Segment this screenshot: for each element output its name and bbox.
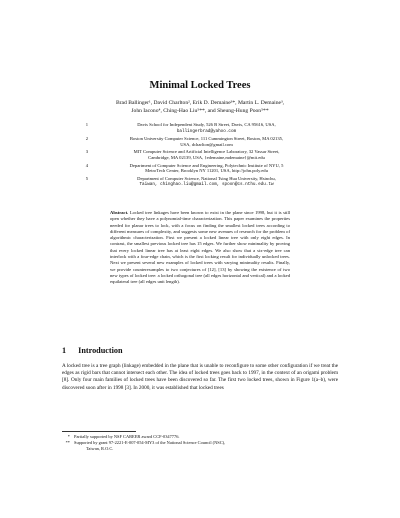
affiliation-list <box>78 122 322 190</box>
affiliation-text-2: MetroTech Center, Brooklyn NY 11201, USA, http://john.poly.edu <box>145 168 268 174</box>
affiliation-email: ballingerbrad@yahoo.com <box>176 128 237 134</box>
section-heading <box>62 346 123 355</box>
abstract-text: Locked tree linkages have been known to exist in the plane since 1998, but it is still open whether they have a polynomial-time characterization. This paper examines the properties needed for planar trees to lock, with a focus on finding the smallest locked trees according to different measures of complexity, and suggests some new avenues of research for the problem of algorithmic characterization. First we present a locked linear tree with only eight edges. In contrast, the smallest previous locked tree has 15 edges. We further show minimality by proving that every locked linear tree has at least eight edges. We also show that a six-edge tree can interlock with a four-edge chain, which is the first locking result for individually unlocked trees. Next we present several new examples of locked trees with varying minimality results. Finally, we provide counterexamples to two conjectures of [12], [13] by showing the existence of two new types of locked tree: a locked orthogonal tree (all edges horizontal and vertical) and a locked equilateral tree (all edges unit length). <box>110 210 290 285</box>
footnote-continuation: Taiwan, R.O.C. <box>86 445 114 451</box>
footnote-text: Partially supported by NSF CAREER award CCF-0347776. <box>74 434 180 439</box>
affiliation-text: MIT Computer Science and Artificial Intelligence Laboratory, 32 Vassar Street, <box>133 149 280 155</box>
footnote-2 <box>62 440 338 452</box>
affiliation-text: Department of Computer Science, National Tsing Hua University, Hsinchu, <box>137 175 276 181</box>
affiliation-text-2: USA, dcharlton@gmail.com <box>180 141 233 147</box>
affiliation-5 <box>78 176 322 188</box>
footnote-divider <box>62 431 136 432</box>
footnote-mark: ** <box>65 439 70 445</box>
affiliation-3 <box>78 149 322 160</box>
affiliation-4 <box>78 163 322 174</box>
affiliation-number: 4 <box>85 162 88 168</box>
affiliation-number: 2 <box>85 136 88 142</box>
affiliation-1 <box>78 122 322 134</box>
paper-title: Minimal Locked Trees <box>149 80 251 91</box>
footnotes <box>62 434 338 451</box>
affiliation-text: Davis School for Independent Study, 526 B Street, Davis, CA 95616, USA, <box>137 122 276 127</box>
affiliation-email: Taiwan, chinghao.liu@gmail.com, spoon@cs.nthu.edu.tw <box>139 182 274 188</box>
affiliation-number: 1 <box>85 122 88 127</box>
author-list <box>70 100 330 115</box>
abstract-label: Abstract. <box>110 210 129 215</box>
author-line-2: John Iacono⁴, Ching-Hao Liu⁵**, and Sheung-Hung Poon⁵** <box>131 107 269 114</box>
author-line-1: Brad Ballinger¹, David Charlton², Erik D. Demaine³*, Martin L. Demaine³, <box>115 100 285 106</box>
affiliation-number: 3 <box>85 149 88 155</box>
affiliation-2 <box>78 136 322 147</box>
section-number: 1 <box>62 346 67 355</box>
affiliation-text: Department of Computer Science and Engineering, Polytechnic Institute of NYU, 5 <box>129 162 284 168</box>
footnote-mark: * <box>67 434 70 439</box>
footnote-text: Supported by grant 97-2221-E-007-054-MY3 of the National Science Council (NSC), <box>74 439 226 445</box>
affiliation-text: Boston University Computer Science, 111 Cummington Street, Boston, MA 02135, <box>129 136 284 142</box>
affiliation-number: 5 <box>85 175 88 181</box>
abstract <box>110 210 290 286</box>
section-title: Introduction <box>78 346 123 355</box>
section-paragraph: A locked tree is a tree graph (linkage) embedded in the plane that is unable to reconfigure to some other configuration if we treat the edges as rigid bars that cannot intersect each other. The idea of locked trees goes back to 1997, in the context of an origami problem [8]. Only four main families of locked trees have been discovered so far. The first two locked trees, shown in Figure 1(a–b), were discovered soon after in 1998 [3]. In 2000, it was established that locked trees <box>62 363 338 391</box>
affiliation-text-2: Cambridge, MA 02139, USA, {edemaine,mdemaine}@mit.edu <box>148 154 265 160</box>
